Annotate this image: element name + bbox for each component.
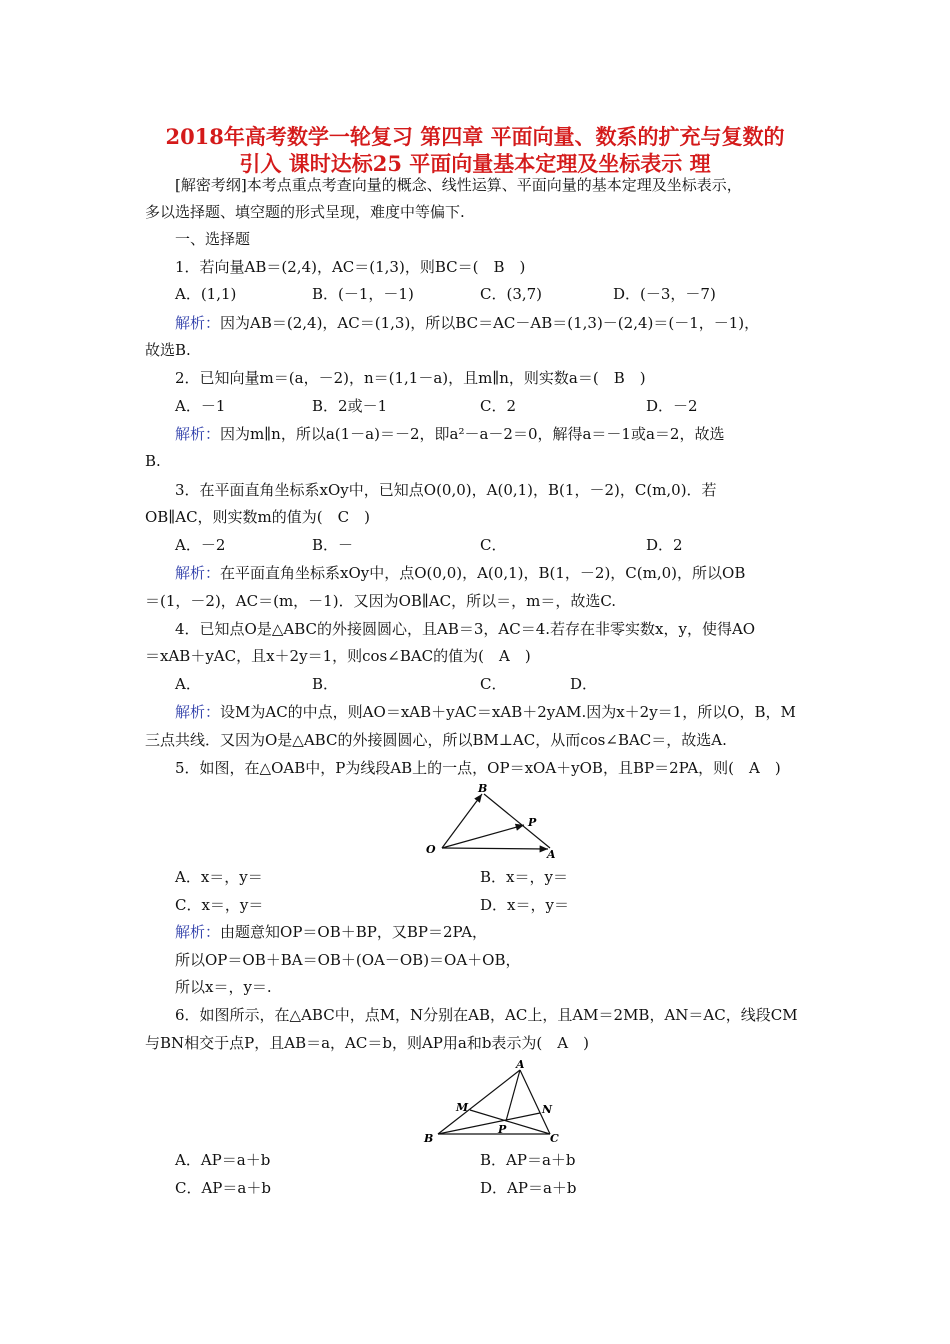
- solution-label: 解析：: [175, 425, 221, 443]
- solution-label: 解析：: [175, 923, 221, 941]
- solution-label: 解析：: [175, 703, 221, 721]
- q3-option-c: C．: [480, 536, 507, 554]
- q5-triangle-figure: [420, 782, 570, 864]
- q6-label-n: N: [542, 1103, 553, 1116]
- q3-stem-line-2: OB∥AC，则实数m的值为( C ): [145, 508, 370, 526]
- q5-label-p: P: [528, 816, 537, 829]
- q4-solution-line-1: [175, 702, 796, 722]
- q2-solution-text: 因为m∥n，所以a(1－a)＝－2，即a²－a－2＝0，解得a＝－1或a＝2，故选: [220, 425, 725, 443]
- q1-option-d: D．(－3，－7): [613, 285, 716, 303]
- q1-stem: 1．若向量AB＝(2,4)，AC＝(1,3)，则BC＝( B ): [175, 258, 526, 276]
- q3-option-a: A．－2: [175, 536, 226, 554]
- q3-solution-line-1: [175, 563, 745, 583]
- q6-label-a: A: [516, 1058, 525, 1071]
- intro-line-1: [解密考纲]本考点重点考查向量的概念、线性运算、平面向量的基本定理及坐标表示，: [175, 176, 742, 194]
- q5-option-d: D．x＝，y＝: [480, 896, 569, 914]
- intro-line-2: 多以选择题、填空题的形式呈现，难度中等偏下.: [145, 203, 465, 221]
- q2-solution-line-1: [175, 424, 724, 444]
- q2-solution-line-2: B.: [145, 452, 161, 470]
- q5-label-o: O: [426, 843, 436, 856]
- q2-option-c: C．2: [480, 397, 517, 415]
- q2-option-d: D．－2: [646, 397, 698, 415]
- q1-solution-line-1: [175, 313, 759, 333]
- q6-option-d: D．AP＝a＋b: [480, 1179, 577, 1197]
- q4-option-c: C．: [480, 675, 507, 693]
- q5-label-b: B: [478, 782, 488, 795]
- q4-option-d: D．: [570, 675, 598, 693]
- title-line-1: 2018年高考数学一轮复习 第四章 平面向量、数系的扩充与复数的: [165, 124, 785, 149]
- q6-option-c: C．AP＝a＋b: [175, 1179, 271, 1197]
- q6-label-m: M: [456, 1101, 469, 1114]
- q4-stem-line-1: 4．已知点O是△ABC的外接圆圆心，且AB＝3，AC＝4.若存在非零实数x，y，使得AO: [175, 620, 756, 638]
- q1-option-a: A．(1,1): [175, 285, 237, 303]
- q5-stem: 5．如图，在△OAB中，P为线段AB上的一点，OP＝xOA＋yOB，且BP＝2PA，则( A ): [175, 759, 781, 777]
- solution-label: 解析：: [175, 314, 221, 332]
- q4-option-b: B．: [312, 675, 339, 693]
- q1-option-c: C．(3,7): [480, 285, 543, 303]
- q5-solution-text: 由题意知OP＝OB＋BP，又BP＝2PA，: [220, 923, 488, 941]
- q2-option-a: A．－1: [175, 397, 226, 415]
- q6-label-p: P: [498, 1123, 507, 1136]
- q1-solution-line-2: 故选B.: [145, 341, 191, 359]
- title-line-2: 引入 课时达标25 平面向量基本定理及坐标表示 理: [239, 151, 711, 176]
- q3-solution-text: 在平面直角坐标系xOy中，点O(0,0)，A(0,1)，B(1，－2)，C(m,0)，所以OB: [220, 564, 746, 582]
- q5-label-a: A: [547, 848, 556, 861]
- q6-stem-line-1: 6．如图所示，在△ABC中，点M，N分别在AB，AC上，且AM＝2MB，AN＝AC，线段CM: [175, 1006, 798, 1024]
- section-heading: 一、选择题: [175, 230, 251, 248]
- q5-solution-line-3: 所以x＝，y＝.: [175, 978, 272, 996]
- q3-option-d: D．2: [646, 536, 683, 554]
- q4-stem-line-2: ＝xAB＋yAC，且x＋2y＝1，则cos∠BAC的值为( A ): [145, 647, 531, 665]
- q6-option-a: A．AP＝a＋b: [175, 1151, 271, 1169]
- q3-option-b: B．－: [312, 536, 354, 554]
- q4-solution-text: 设M为AC的中点，则AO＝xAB＋yAC＝xAB＋2yAM.因为x＋2y＝1，所以O，B，M: [220, 703, 796, 721]
- q3-solution-line-2: ＝(1，－2)，AC＝(m，－1)．又因为OB∥AC，所以＝，m＝，故选C.: [145, 592, 617, 610]
- q6-stem-line-2: 与BN相交于点P，且AB＝a，AC＝b，则AP用a和b表示为( A ): [145, 1034, 589, 1052]
- q5-solution-line-2: 所以OP＝OB＋BA＝OB＋(OA－OB)＝OA＋OB，: [175, 951, 521, 969]
- q6-option-b: B．AP＝a＋b: [480, 1151, 576, 1169]
- q6-label-b: B: [424, 1132, 434, 1145]
- q4-option-a: A．: [175, 675, 201, 693]
- q5-option-b: B．x＝，y＝: [480, 868, 568, 886]
- q6-label-c: C: [550, 1132, 559, 1145]
- q4-solution-line-2: 三点共线．又因为O是△ABC的外接圆圆心，所以BM⊥AC，从而cos∠BAC＝，故选A.: [145, 731, 727, 749]
- q6-triangle-figure: [420, 1058, 570, 1146]
- q3-stem-line-1: 3．在平面直角坐标系xOy中，已知点O(0,0)，A(0,1)，B(1，－2)，C(m,0)．若: [175, 481, 717, 499]
- q5-option-c: C．x＝，y＝: [175, 896, 264, 914]
- q5-solution-line-1: [175, 922, 487, 942]
- q5-option-a: A．x＝，y＝: [175, 868, 263, 886]
- q1-solution-text: 因为AB＝(2,4)，AC＝(1,3)，所以BC＝AC－AB＝(1,3)－(2,4)＝(－1，－1)，: [220, 314, 760, 332]
- q2-option-b: B．2或－1: [312, 397, 388, 415]
- solution-label: 解析：: [175, 564, 221, 582]
- q2-stem: 2．已知向量m＝(a，－2)，n＝(1,1－a)，且m∥n，则实数a＝( B ): [175, 369, 646, 387]
- q1-option-b: B．(－1，－1): [312, 285, 414, 303]
